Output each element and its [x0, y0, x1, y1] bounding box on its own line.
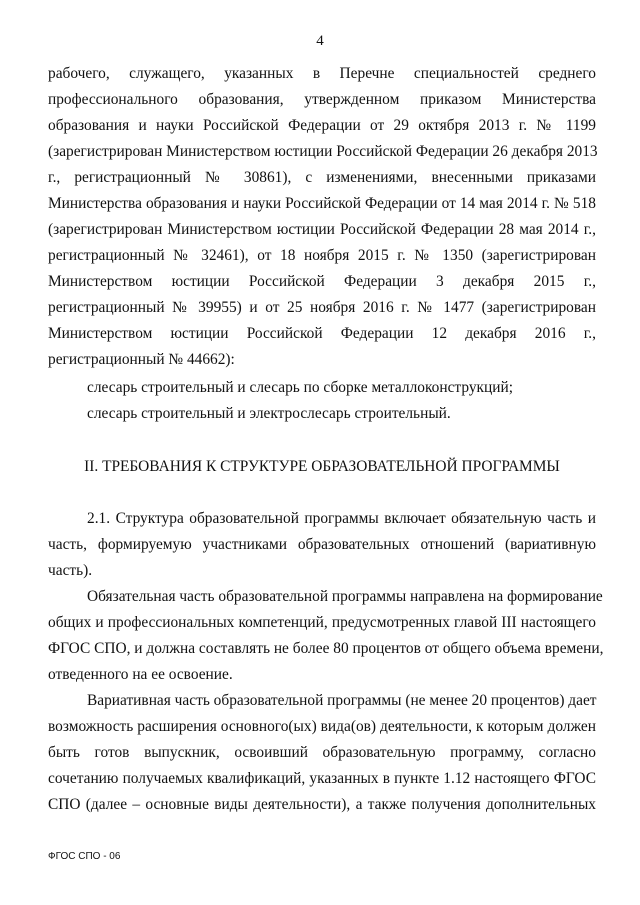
- page-number: 4: [316, 33, 324, 49]
- text-line: Министерством юстиции Российской Федерации 12 декабря 2016 г.,: [48, 325, 596, 342]
- text-line: Обязательная часть образовательной программы направлена на формирование: [87, 588, 603, 605]
- text-line: Министерства образования и науки Российской Федерации от 14 мая 2014 г. № 518: [48, 195, 596, 212]
- text-line: часть, формируемую участниками образовательных отношений (вариативную: [48, 536, 596, 553]
- text-line: 2.1. Структура образовательной программы включает обязательную часть и: [87, 510, 596, 527]
- text-line: рабочего, служащего, указанных в Перечне специальностей среднего: [48, 65, 596, 82]
- list-item: слесарь строительный и слесарь по сборке металлоконструкций;: [87, 379, 513, 396]
- text-line: Министерством юстиции Российской Федерации 3 декабря 2015 г.,: [48, 273, 596, 290]
- text-line: регистрационный № 44662):: [48, 351, 235, 368]
- text-line: профессионального образования, утвержденном приказом Министерства: [48, 91, 596, 108]
- text-line: образования и науки Российской Федерации от 29 октября 2013 г. № 1199: [48, 117, 596, 134]
- text-line: (зарегистрирован Министерством юстиции Российской Федерации 28 мая 2014 г.,: [48, 221, 596, 238]
- text-line: сочетанию получаемых квалификаций, указанных в пункте 1.12 настоящего ФГОС: [48, 770, 596, 787]
- text-line: ФГОС СПО, и должна составлять не более 80 процентов от общего объема времени,: [48, 640, 604, 657]
- text-line: возможность расширения основного(ых) вида(ов) деятельности, к которым должен: [48, 718, 596, 735]
- text-line: (зарегистрирован Министерством юстиции Российской Федерации 26 декабря 2013: [48, 143, 598, 160]
- text-line: общих и профессиональных компетенций, предусмотренных главой III настоящего: [48, 614, 596, 631]
- text-line: г., регистрационный № 30861), с изменениями, внесенными приказами: [48, 169, 596, 186]
- list-item: слесарь строительный и электрослесарь строительный.: [87, 405, 451, 422]
- footer-label: ФГОС СПО - 06: [48, 851, 121, 862]
- text-line: Вариативная часть образовательной программы (не менее 20 процентов) дает: [87, 692, 597, 709]
- text-line: регистрационный № 32461), от 18 ноября 2015 г. № 1350 (зарегистрирован: [48, 247, 596, 264]
- text-line: регистрационный № 39955) и от 25 ноября 2016 г. № 1477 (зарегистрирован: [48, 299, 596, 316]
- text-line: СПО (далее – основные виды деятельности), а также получения дополнительных: [48, 796, 596, 813]
- text-line: часть).: [48, 562, 93, 579]
- text-line: быть готов выпускник, освоивший образовательную программу, согласно: [48, 744, 596, 761]
- section-heading: II. ТРЕБОВАНИЯ К СТРУКТУРЕ ОБРАЗОВАТЕЛЬНОЙ ПРОГРАММЫ: [84, 458, 560, 475]
- text-line: отведенного на ее освоение.: [48, 666, 233, 683]
